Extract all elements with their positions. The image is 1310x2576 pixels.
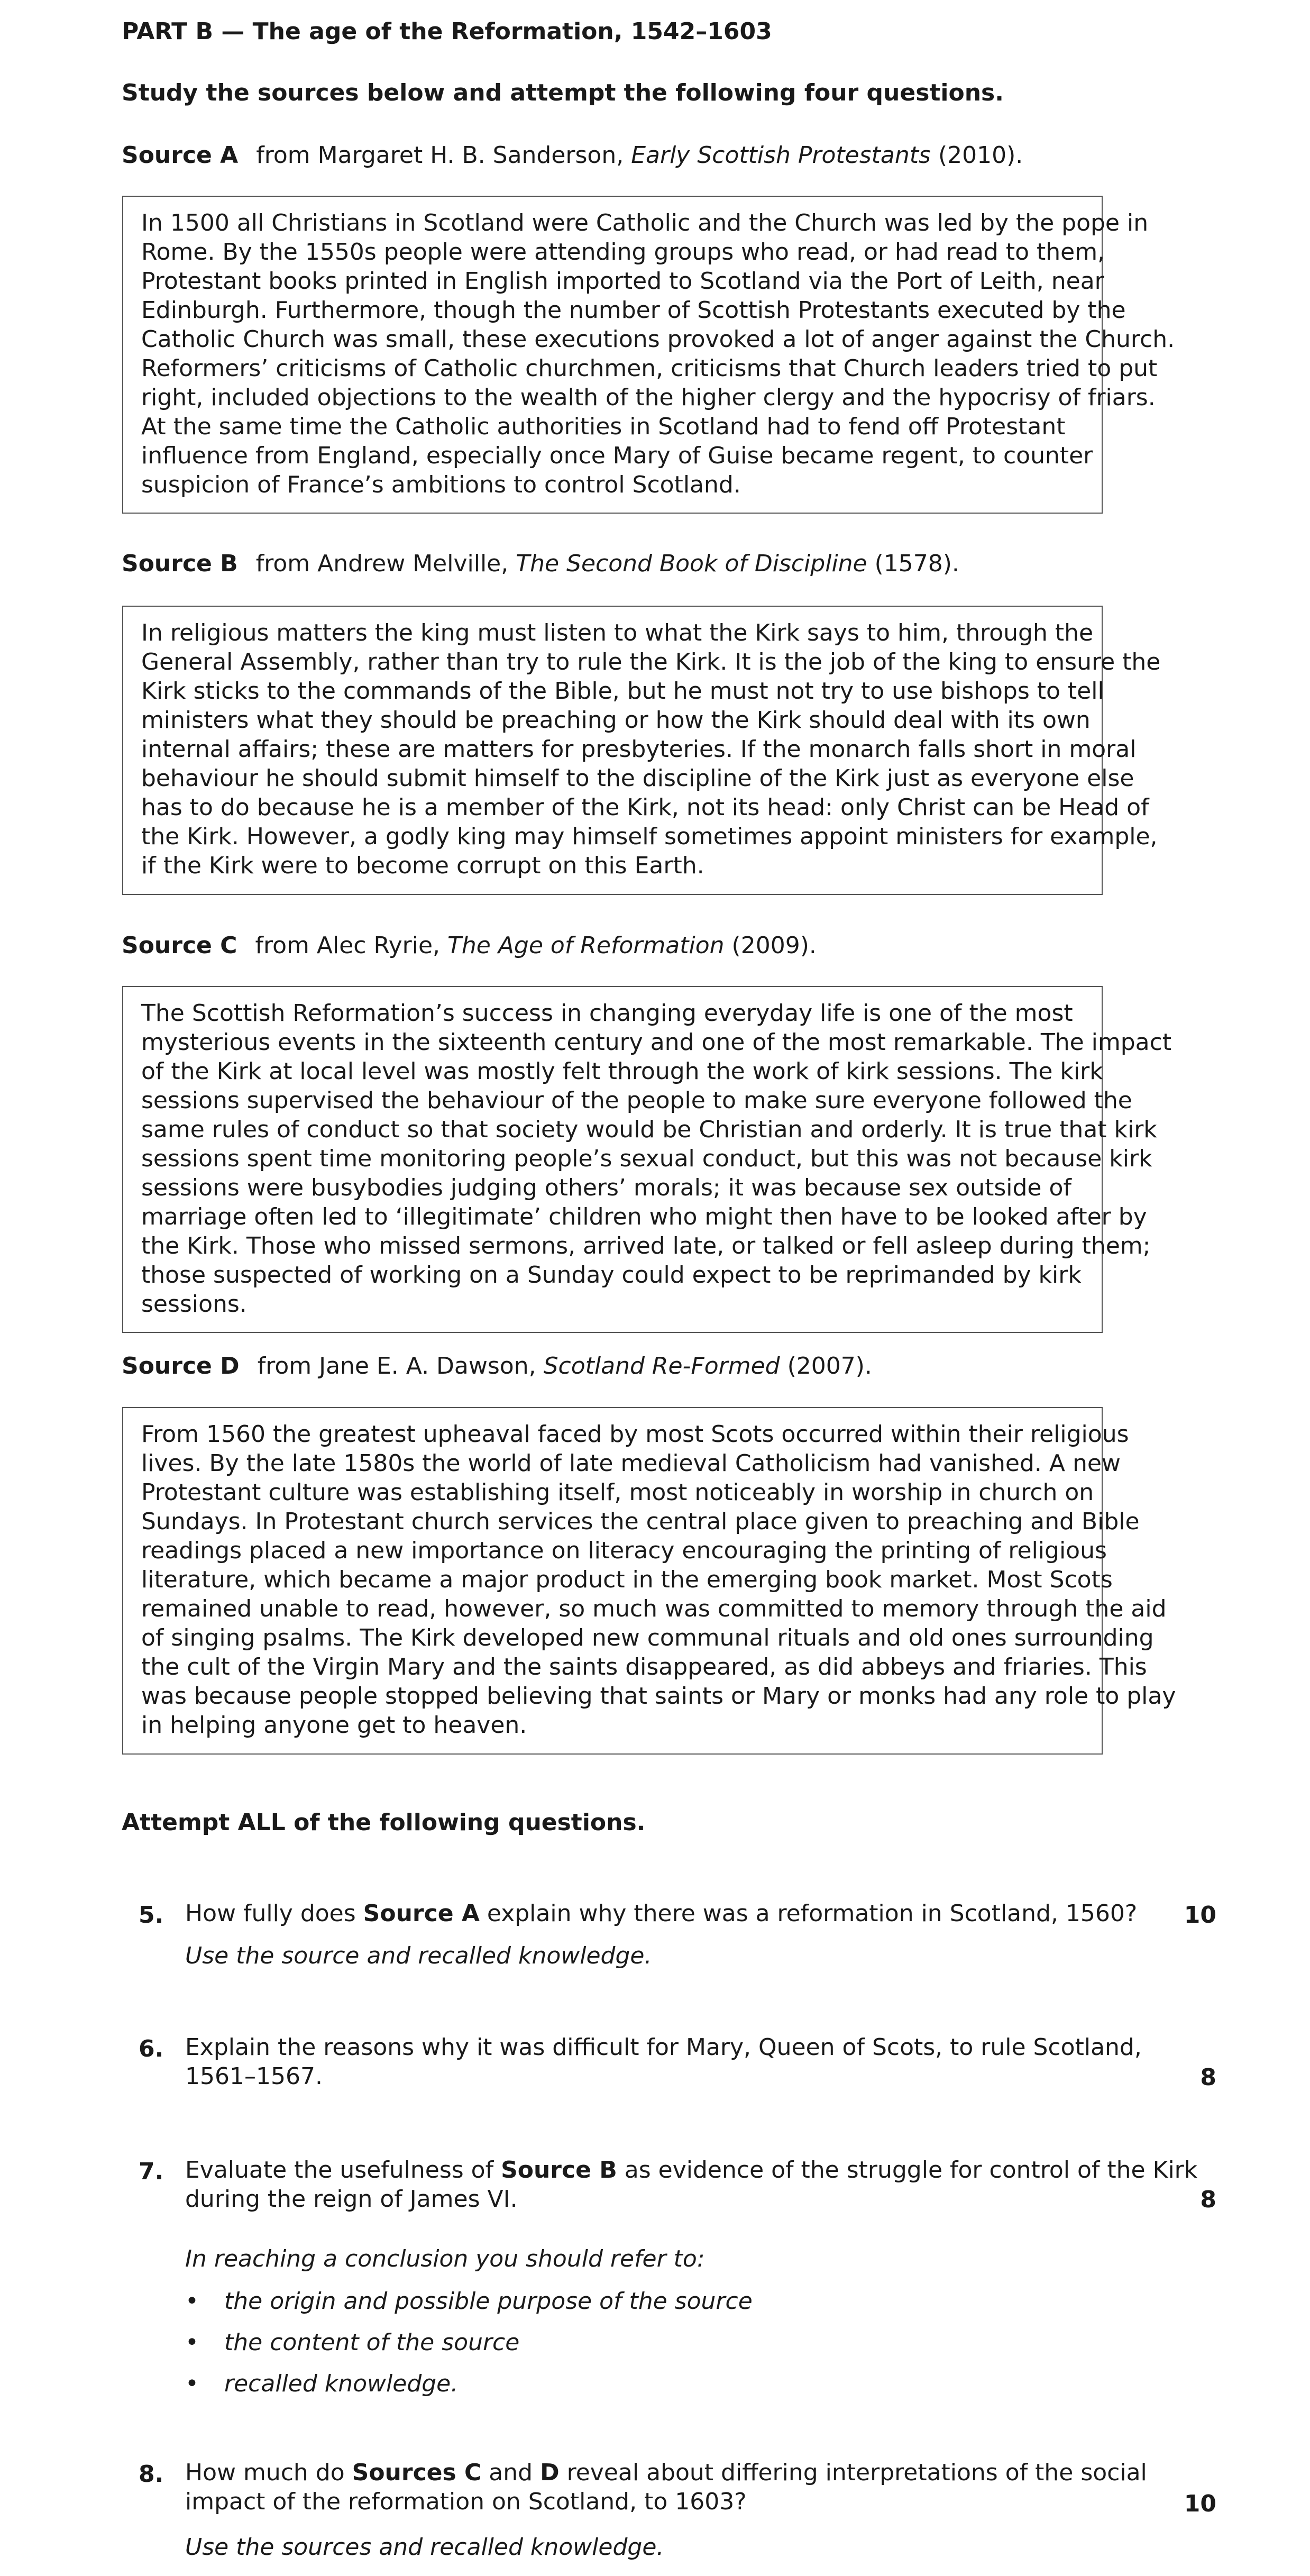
source-year: (2009).	[724, 932, 817, 959]
source-text-line: the Kirk. Those who missed sermons, arrived late, or talked or fell asleep during them;	[141, 1232, 1151, 1259]
source-text-line: of the Kirk at local level was mostly felt through the work of kirk sessions. The kirk	[141, 1058, 1103, 1085]
source-text-line: if the Kirk were to become corrupt on this Earth.	[141, 852, 704, 879]
source-text-line: behaviour he should submit himself to the discipline of the Kirk just as everyone else	[141, 765, 1134, 792]
source-reference: Source B	[501, 2157, 617, 2184]
bullet-item: the content of the source	[224, 2329, 520, 2356]
source-reference: Source A	[363, 1900, 480, 1927]
source-c-heading	[122, 932, 817, 959]
source-text-line: in helping anyone get to heaven.	[141, 1712, 527, 1739]
source-c-box	[122, 986, 1172, 1333]
source-reference: Sources C	[352, 2459, 482, 2486]
source-text-line: remained unable to read, however, so much was committed to memory through the aid	[141, 1595, 1167, 1622]
source-text-line: sessions were busybodies judging others’ morals; it was because sex outside of	[141, 1174, 1071, 1201]
question-5-note: Use the source and recalled knowledge.	[185, 1942, 652, 1969]
question-line: 1561–1567.	[185, 2063, 323, 2090]
source-text-line: of singing psalms. The Kirk developed new communal rituals and old ones surrounding	[141, 1624, 1154, 1651]
question-7-note: In reaching a conclusion you should refer to:	[185, 2245, 705, 2272]
source-a-box	[122, 196, 1175, 514]
source-text-line: was because people stopped believing that saints or Mary or monks had any role to play	[141, 1683, 1176, 1710]
question-text: and	[481, 2459, 541, 2486]
bullet-marker: •	[185, 2370, 199, 2397]
question-number-8: 8.	[139, 2461, 164, 2488]
source-text-line: has to do because he is a member of the Kirk, not its head: only Christ can be Head of	[141, 794, 1149, 821]
source-text-line: influence from England, especially once Mary of Guise became regent, to counter	[141, 442, 1093, 469]
source-year: (2010).	[930, 142, 1023, 169]
question-text: How fully does	[185, 1900, 363, 1927]
source-text-line: the cult of the Virgin Mary and the saints disappeared, as did abbeys and friaries. This	[141, 1654, 1147, 1680]
source-text-line: suspicion of France’s ambitions to control Scotland.	[141, 471, 741, 498]
question-6-text	[185, 2033, 1142, 2091]
source-text-line: right, included objections to the wealth of the higher clergy and the hypocrisy of friars.	[141, 384, 1156, 411]
source-text-line: Protestant books printed in English imported to Scotland via the Port of Leith, near	[141, 268, 1104, 295]
question-text: How much do	[185, 2459, 352, 2486]
source-text-line: At the same time the Catholic authorities in Scotland had to fend off Protestant	[141, 413, 1066, 440]
question-7-marks: 8	[1200, 2186, 1216, 2213]
source-text-line: internal affairs; these are matters for presbyteries. If the monarch falls short in moral	[141, 736, 1137, 763]
source-label: Source A	[122, 142, 239, 169]
source-text-line: sessions.	[141, 1291, 247, 1318]
part-title: PART B — The age of the Reformation, 1542–1603	[122, 18, 772, 45]
attempt-all-heading: Attempt ALL of the following questions.	[122, 1809, 646, 1836]
source-author: from Jane E. A. Dawson,	[257, 1353, 544, 1380]
bullet-marker: •	[185, 2288, 199, 2315]
question-text: reveal about differing interpretations of the social	[559, 2459, 1147, 2486]
source-text-line: lives. By the late 1580s the world of late medieval Catholicism had vanished. A new	[141, 1450, 1121, 1477]
source-b-heading	[122, 550, 959, 577]
bullet-marker: •	[185, 2329, 199, 2356]
source-label: Source C	[122, 932, 237, 959]
source-text-line: Protestant culture was establishing itself, most noticeably in worship in church on	[141, 1479, 1094, 1506]
question-6-marks: 8	[1200, 2064, 1216, 2091]
source-label: Source D	[122, 1353, 240, 1380]
source-d-box	[122, 1407, 1176, 1755]
source-text-line: literature, which became a major product in the emerging book market. Most Scots	[141, 1566, 1113, 1593]
question-8-marks: 10	[1184, 2490, 1216, 2517]
source-text-line: Reformers’ criticisms of Catholic churchmen, criticisms that Church leaders tried to put	[141, 355, 1158, 382]
source-text-line: sessions spent time monitoring people’s sexual conduct, but this was not because kirk	[141, 1145, 1152, 1172]
source-text-line: In religious matters the king must listen to what the Kirk says to him, through the	[141, 619, 1094, 646]
source-text-line: Kirk sticks to the commands of the Bible, but he must not try to use bishops to tell	[141, 678, 1104, 705]
source-a-heading	[122, 142, 1023, 169]
source-year: (1578).	[867, 550, 959, 577]
question-text: Evaluate the usefulness of	[185, 2157, 501, 2184]
question-8-note: Use the sources and recalled knowledge.	[185, 2534, 664, 2561]
source-author: from Margaret H. B. Sanderson,	[256, 142, 631, 169]
bullet-item: the origin and possible purpose of the source	[224, 2288, 753, 2315]
question-5-text	[185, 1899, 1137, 1928]
source-text-line: In 1500 all Christians in Scotland were Catholic and the Church was led by the pope in	[141, 209, 1149, 236]
source-text-line: mysterious events in the sixteenth century and one of the most remarkable. The impact	[141, 1029, 1172, 1056]
source-d-heading	[122, 1353, 872, 1380]
source-text-line: The Scottish Reformation’s success in changing everyday life is one of the most	[141, 1000, 1073, 1027]
bullet-item: recalled knowledge.	[224, 2370, 459, 2397]
source-author: from Alec Ryrie,	[255, 932, 447, 959]
source-text-line: From 1560 the greatest upheaval faced by most Scots occurred within their religious	[141, 1421, 1129, 1448]
source-text-line: Sundays. In Protestant church services the central place given to preaching and Bible	[141, 1508, 1140, 1535]
question-line: impact of the reformation on Scotland, to 1603?	[185, 2488, 747, 2515]
question-number-5: 5.	[139, 1902, 164, 1929]
source-author: from Andrew Melville,	[255, 550, 516, 577]
question-7-text	[185, 2155, 1197, 2214]
question-line: during the reign of James VI.	[185, 2186, 518, 2213]
source-text-line: sessions supervised the behaviour of the people to make sure everyone followed the	[141, 1087, 1132, 1114]
source-text-line: Edinburgh. Furthermore, though the number of Scottish Protestants executed by the	[141, 297, 1126, 324]
source-work-title: Scotland Re-Formed	[543, 1353, 780, 1380]
question-text: explain why there was a reformation in Scotland, 1560?	[479, 1900, 1138, 1927]
source-text-line: Rome. By the 1550s people were attending groups who read, or had read to them,	[141, 239, 1105, 266]
question-text: as evidence of the struggle for control of the Kirk	[617, 2157, 1198, 2184]
question-5-marks: 10	[1184, 1902, 1216, 1929]
source-text-line: the Kirk. However, a godly king may himself sometimes appoint ministers for example,	[141, 823, 1158, 850]
question-number-7: 7.	[139, 2158, 164, 2185]
source-year: (2007).	[780, 1353, 872, 1380]
source-reference: D	[540, 2459, 560, 2486]
source-text-line: General Assembly, rather than try to rule the Kirk. It is the job of the king to ensure the	[141, 648, 1161, 675]
question-line: Explain the reasons why it was difficult for Mary, Queen of Scots, to rule Scotland,	[185, 2034, 1142, 2061]
instruction: Study the sources below and attempt the following four questions.	[122, 79, 1004, 106]
source-text-line: ministers what they should be preaching or how the Kirk should deal with its own	[141, 707, 1091, 734]
question-8-text	[185, 2458, 1147, 2516]
source-text-line: Catholic Church was small, these executions provoked a lot of anger against the Church.	[141, 326, 1175, 353]
source-label: Source B	[122, 550, 238, 577]
source-b-box	[122, 606, 1161, 895]
source-text-line: marriage often led to ‘illegitimate’ children who might then have to be looked after by	[141, 1203, 1147, 1230]
source-text-line: same rules of conduct so that society would be Christian and orderly. It is true that kirk	[141, 1116, 1157, 1143]
source-text-line: readings placed a new importance on literacy encouraging the printing of religious	[141, 1537, 1107, 1564]
source-work-title: The Age of Reformation	[447, 932, 725, 959]
source-text-line: those suspected of working on a Sunday could expect to be reprimanded by kirk	[141, 1262, 1082, 1289]
question-number-6: 6.	[139, 2035, 164, 2062]
source-work-title: The Second Book of Discipline	[516, 550, 867, 577]
source-work-title: Early Scottish Protestants	[631, 142, 931, 169]
